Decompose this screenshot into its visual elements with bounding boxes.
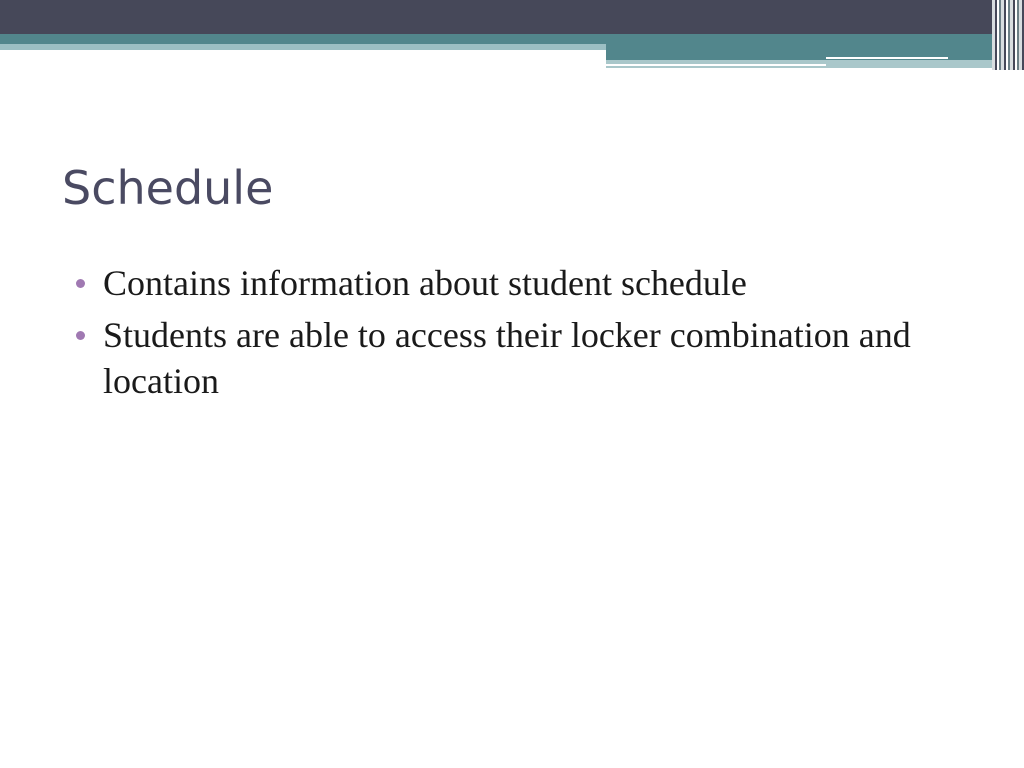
bullet-text: Contains information about student schedule <box>103 263 747 303</box>
slide-title: Schedule <box>62 161 274 215</box>
header-banner-line <box>826 57 948 59</box>
header-banner-stripes <box>992 0 1024 70</box>
bullet-dot-icon <box>76 331 85 340</box>
header-banner-teal <box>0 34 1024 44</box>
header-banner-teal-light <box>0 44 606 50</box>
bullet-item <box>76 312 956 404</box>
bullet-dot-icon <box>76 279 85 288</box>
header-banner-dark <box>0 0 1024 34</box>
bullet-item <box>76 260 956 306</box>
header-banner-line <box>606 64 826 66</box>
bullet-list <box>76 260 956 410</box>
bullet-text: Students are able to access their locker combination and location <box>103 315 911 401</box>
header-banner-right-block <box>606 44 1024 60</box>
